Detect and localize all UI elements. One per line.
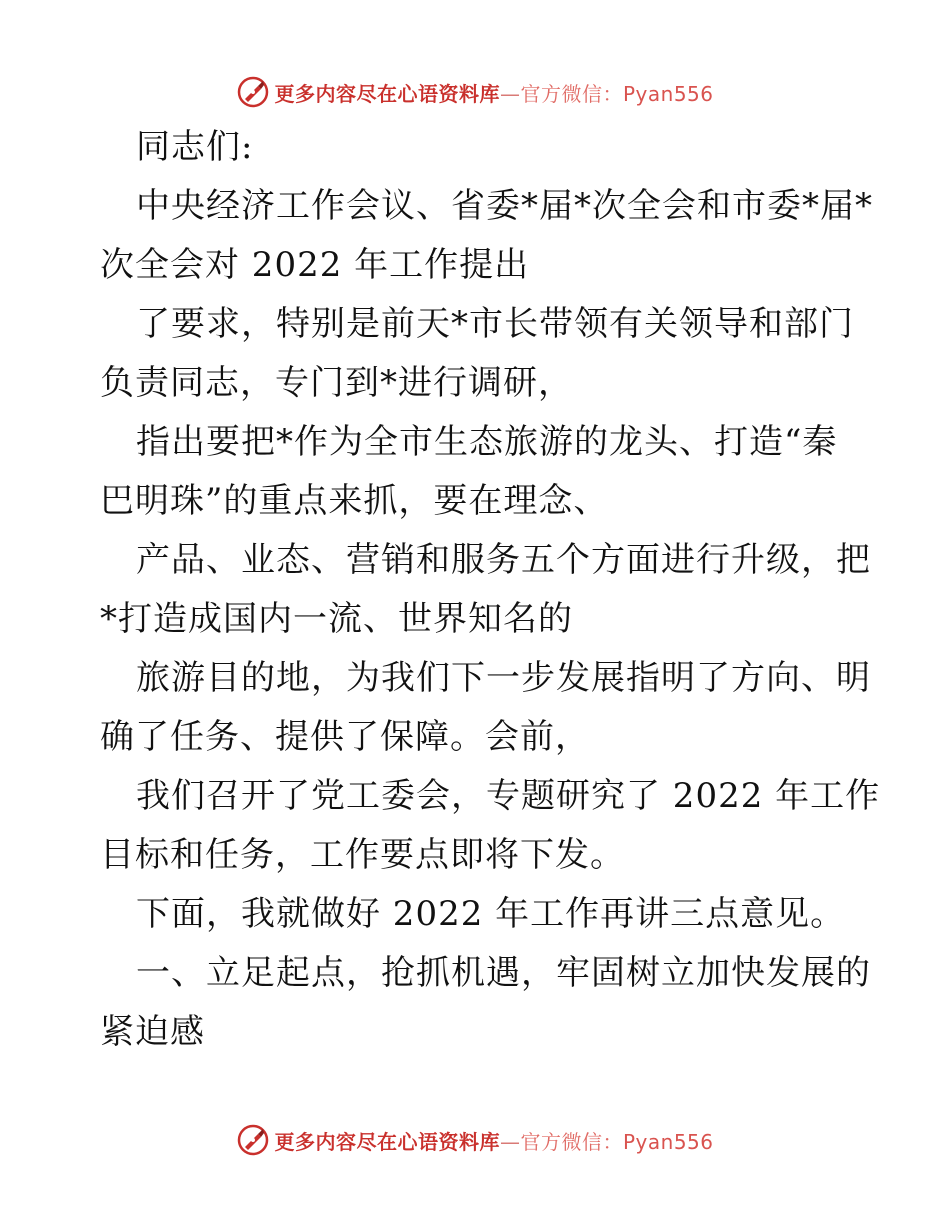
header-banner [0,72,950,112]
text-line: 负责同志，专门到*进行调研， [100,363,573,403]
text-line: 一、立足起点，抢抓机遇，牢固树立加快发展的 [136,953,871,993]
banner-main-text: 更多内容尽在心语资料库 [274,1129,500,1154]
text-line: 我们召开了党工委会，专题研究了 2022 年工作 [136,776,881,816]
document-body [100,118,881,1062]
text-line: 指出要把*作为全市生态旅游的龙头、打造“秦 [136,422,838,462]
text-line: 次全会对 2022 年工作提出 [100,245,530,285]
banner-separator: — [499,81,521,106]
banner-main-text: 更多内容尽在心语资料库 [274,81,500,106]
paragraph [100,531,871,649]
paragraph [100,649,871,767]
paragraph [100,413,860,531]
paragraph-section-heading [100,944,871,1062]
text-line: 同志们: [136,127,254,167]
footer-banner [0,1120,950,1160]
paragraph [100,295,860,413]
banner-wechat-id: Pyan556 [622,81,714,106]
banner-separator: — [499,1129,521,1154]
banner-sub-text: 官方微信： [520,1129,623,1154]
text-line: 巴明珠”的重点来抓，要在理念、 [100,481,609,521]
text-line: *打造成国内一流、世界知名的 [100,599,573,639]
paragraph [100,885,860,944]
text-line: 旅游目的地，为我们下一步发展指明了方向、明 [136,658,871,698]
text-line: 下面，我就做好 2022 年工作再讲三点意见。 [136,894,846,934]
text-line: 目标和任务，工作要点即将下发。 [100,835,625,875]
banner-sub-text: 官方微信： [520,81,623,106]
pen-nib-logo-icon [236,1123,270,1157]
banner-wechat-id: Pyan556 [622,1129,714,1154]
paragraph-salutation [100,118,860,177]
text-line: 产品、业态、营销和服务五个方面进行升级，把 [136,540,871,580]
text-line: 中央经济工作会议、省委*届*次全会和市委*届* [136,186,873,226]
text-line: 了要求，特别是前天*市长带领有关领导和部门 [136,304,854,344]
text-line: 确了任务、提供了保障。会前， [100,717,590,757]
paragraph [100,767,881,885]
pen-nib-logo-icon [236,75,270,109]
paragraph [100,177,873,295]
text-line: 紧迫感 [100,1012,205,1052]
